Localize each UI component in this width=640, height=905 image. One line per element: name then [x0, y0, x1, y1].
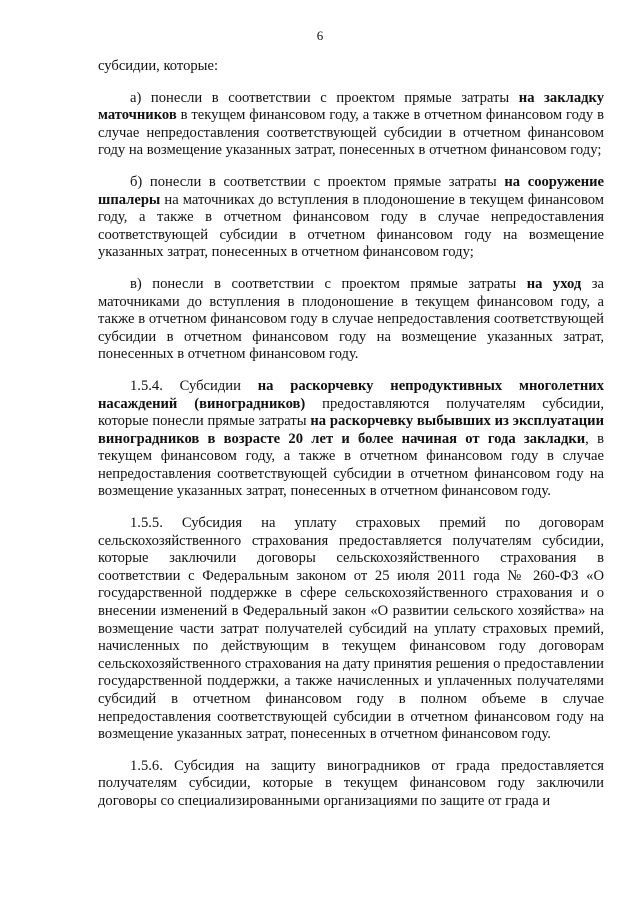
bold-term: на раскорчевку выбывших из эксплуатации виноградников в возрасте 20 лет и более начиная от года закладки: [98, 413, 604, 447]
text-fragment: , в текущем финансовом году, а также в отчетном финансовом году в случае непредоставления соответствующей субсидии в отчетном финансовом году на возмещение указанных затрат, понесенных в отчетном финансовом году.: [98, 430, 604, 500]
paragraph-clause-1-5-6: 1.5.6. Субсидия на защиту виноградников от града предоставляется получателям субсидии, которые в текущем финансовом году заключили договоры со специализированными организациями по защите от града и: [98, 757, 604, 809]
text-fragment: в текущем финансовом году, а также в отчетном финансовом году в случае непредоставления соответствующей субсидии в отчетном финансовом году на возмещение указанных затрат, понесенных в отчетном финансовом году;: [98, 107, 604, 159]
text-fragment: предоставляются получателям субсидии, которые понесли прямые затраты: [98, 395, 604, 430]
paragraph-item-c: [98, 276, 604, 364]
bold-term: на уход: [526, 275, 582, 292]
text-fragment: 1.5.4. Субсидии: [130, 377, 258, 394]
text-fragment: за маточниками до вступления в плодоношение в текущем финансовом году, а также в отчетном финансовом году в случае непредоставления соответствующей субсидии в отчетном финансовом году на возмещение указанных затрат, понесенных в отчетном финансовом году.: [98, 275, 604, 363]
text-fragment: а) понесли в соответствии с проектом прямые затраты: [130, 89, 519, 106]
text-fragment: в) понесли в соответствии с проектом прямые затраты: [130, 275, 527, 292]
page-number: 6: [316, 28, 324, 43]
text-fragment: б) понесли в соответствии с проектом прямые затраты: [130, 173, 505, 190]
bold-term: на закладку маточников: [98, 89, 604, 124]
paragraph-clause-1-5-5: 1.5.5. Субсидия на уплату страховых премий по договорам сельскохозяйственного страхования предоставляется получателям субсидии, которые заключили договоры сельскохозяйственного страхования в соответствии с Федеральным законом от 25 июля 2011 года № 260-ФЗ «О государственной поддержке в сфере сельскохозяйственного страхования и о внесении изменений в Федеральный закон «О развитии сельского хозяйства» на возмещение части затрат получателей субсидий на уплату страховых премий, начисленных по действующим в текущем финансовом году договорам сельскохозяйственного страхования на дату принятия решения о предоставлении государственной поддержки, а также начисленных и уплаченных получателями субсидий в отчетном финансовом году в полном объеме в случае непредоставления соответствующей субсидии в отчетном финансовом году на возмещение указанных затрат, понесенных в отчетном финансовом году.: [98, 515, 604, 743]
bold-term: на сооружение шпалеры: [98, 173, 604, 208]
paragraph-lead: субсидии, которые:: [98, 58, 219, 74]
document-body: [98, 58, 604, 825]
paragraph-item-a: [98, 90, 604, 160]
bold-term: на раскорчевку непродуктивных многолетних насаждений (виноградников): [98, 377, 604, 412]
paragraph-clause-1-5-4: [98, 378, 604, 501]
text-fragment: на маточниках до вступления в плодоношение в текущем финансовом году, а также в отчетном финансовом году в случае непредоставления соответствующей субсидии в отчетном финансовом году на возмещение указанных затрат, понесенных в отчетном финансовом году;: [98, 191, 604, 261]
paragraph-item-b: [98, 174, 604, 262]
